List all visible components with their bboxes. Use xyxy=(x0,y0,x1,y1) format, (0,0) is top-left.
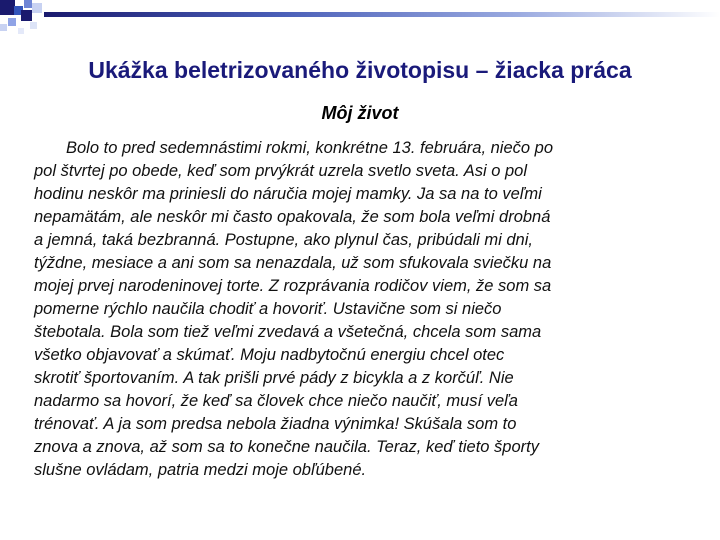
text-line: štebotala. Bola som tiež veľmi zvedavá a všetečná, chcela som sama xyxy=(34,323,542,341)
decor-square-icon xyxy=(0,24,7,31)
text-line: nadarmo sa hovorí, že keď sa človek chce niečo naučiť, musí veľa xyxy=(34,392,518,410)
document-title: Môj život xyxy=(321,103,399,123)
text-line: trénovať. A ja som predsa nebola žiadna výnimka! Skúšala som to xyxy=(34,415,517,433)
decor-square-icon xyxy=(0,0,15,15)
text-line: pol štvrtej po obede, keď som prvýkrát uzrela svetlo sveta. Asi o pol xyxy=(34,162,528,180)
decor-square-icon xyxy=(32,3,42,13)
text-line: všetko objavovať a skúmať. Moju nadbytočnú energiu chcel otec xyxy=(34,346,505,364)
text-line: týždne, mesiace a ani som sa nenazdala, už som sfukovala sviečku na xyxy=(34,254,552,272)
header-gradient-bar xyxy=(44,12,720,17)
decor-square-icon xyxy=(30,22,37,29)
text-line: pomerne rýchlo naučila chodiť a hovoriť. Ustavične som si niečo xyxy=(34,300,502,318)
decor-square-icon xyxy=(24,0,32,8)
text-line: nepamätám, ale neskôr mi často opakovala, že som bola veľmi drobná xyxy=(34,208,551,226)
biography-text xyxy=(34,137,694,482)
decor-square-icon xyxy=(18,28,24,34)
text-line: znova a znova, až som sa to konečne naučila. Teraz, keď tieto športy xyxy=(34,438,539,456)
text-line: skrotiť športovaním. A tak prišli prvé pády z bicykla a z korčúľ. Nie xyxy=(34,369,514,387)
text-line: Bolo to pred sedemnástimi rokmi, konkrétne 13. februára, niečo po xyxy=(66,139,554,157)
text-line: a jemná, taká bezbranná. Postupne, ako plynul čas, pribúdali mi dni, xyxy=(34,231,533,249)
text-line: hodinu neskôr ma priniesli do náručia mojej mamky. Ja sa na to veľmi xyxy=(34,185,542,203)
corner-decoration xyxy=(0,0,720,40)
text-line: mojej prvej narodeninovej torte. Z rozprávania rodičov viem, že som sa xyxy=(34,277,552,295)
decor-square-icon xyxy=(21,10,32,21)
slide-title: Ukážka beletrizovaného životopisu – žiacka práca xyxy=(88,57,632,83)
text-line: slušne ovládam, patria medzi moje obľúbené. xyxy=(34,461,367,479)
decor-square-icon xyxy=(8,18,16,26)
